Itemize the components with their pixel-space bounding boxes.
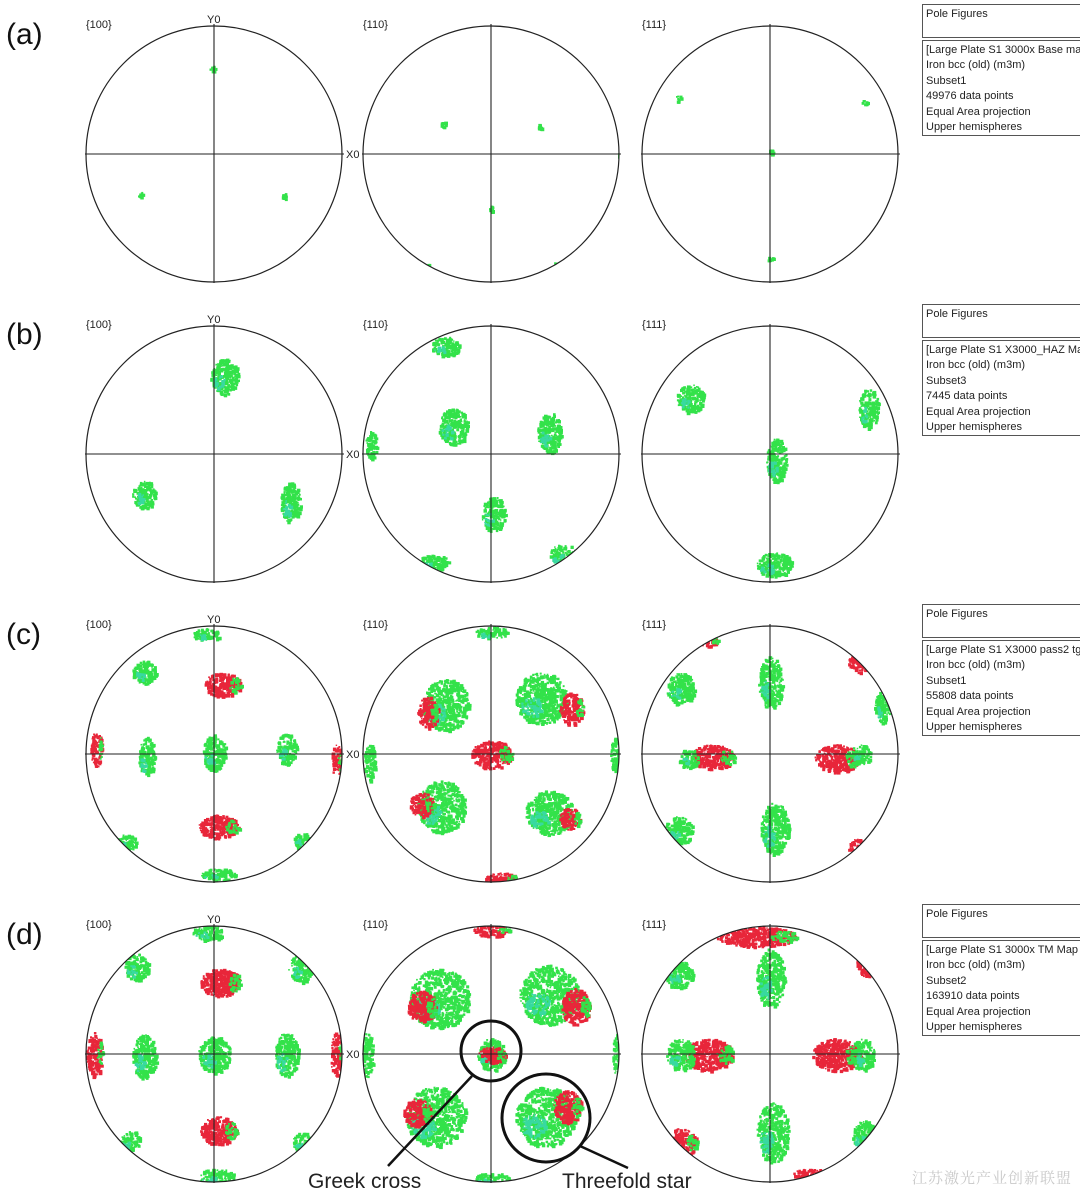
info-line: Upper hemispheres — [926, 720, 1077, 735]
green-pole-cluster — [870, 954, 879, 974]
info-line: 163910 data points — [926, 989, 1077, 1004]
pole-figure-label: {100} — [86, 619, 112, 631]
pole-figure-label: {111} — [642, 319, 666, 331]
info-line: 7445 data points — [926, 389, 1077, 404]
pole-figure — [362, 619, 623, 886]
texture-spots — [426, 122, 622, 269]
info-box-title: Pole Figures — [922, 304, 1080, 338]
pole-figure-label: {100} — [86, 19, 112, 31]
green-pole-cluster — [409, 969, 471, 1030]
green-pole-cluster — [756, 949, 787, 1009]
texture-spots — [132, 359, 303, 525]
y0-axis-label: Y0 — [207, 614, 220, 626]
panel-letter-label: (a) — [6, 18, 43, 51]
info-line: Iron bcc (old) (m3m) — [926, 658, 1077, 673]
greek-cross-label: Greek cross — [308, 1170, 421, 1193]
green-pole-cluster — [200, 1169, 236, 1187]
pole-figure-label: {100} — [86, 919, 112, 931]
info-line: Iron bcc (old) (m3m) — [926, 958, 1077, 973]
green-pole-cluster — [441, 122, 448, 130]
green-pole-cluster — [121, 1131, 143, 1152]
info-line: Equal Area projection — [926, 1005, 1077, 1020]
red-pole-cluster — [856, 950, 879, 978]
green-pole-cluster — [132, 481, 158, 511]
x0-axis-label: X0 — [346, 149, 359, 161]
panel-a — [6, 14, 900, 283]
green-pole-cluster — [432, 337, 462, 359]
green-pole-cluster — [125, 953, 152, 983]
pole-figure-label: {110} — [363, 919, 388, 931]
green-pole-cluster — [198, 1036, 231, 1075]
pole-figure — [85, 614, 359, 883]
info-line: Subset2 — [926, 974, 1077, 989]
info-line: Equal Area projection — [926, 405, 1077, 420]
info-line: [Large Plate S1 3000x Base ma — [926, 43, 1077, 58]
red-pole-cluster — [848, 839, 870, 861]
green-pole-cluster — [132, 1034, 159, 1080]
x0-axis-label: X0 — [346, 449, 359, 461]
green-pole-cluster — [282, 193, 288, 201]
green-pole-cluster — [761, 803, 792, 857]
pole-figure-label: {111} — [642, 19, 666, 31]
texture-spots — [676, 96, 870, 263]
texture-spots — [138, 66, 288, 201]
green-pole-cluster — [862, 100, 870, 106]
texture-spots — [86, 924, 346, 1186]
green-pole-cluster — [610, 738, 623, 773]
info-line: [Large Plate S1 X3000_HAZ Ma — [926, 343, 1077, 358]
y0-axis-label: Y0 — [207, 314, 220, 326]
y0-axis-label: Y0 — [207, 914, 220, 926]
green-pole-cluster — [758, 656, 785, 710]
pole-figure-label: {110} — [363, 19, 388, 31]
green-pole-cluster — [293, 1133, 315, 1154]
info-line: Equal Area projection — [926, 705, 1077, 720]
info-box-details — [922, 640, 1080, 736]
green-pole-cluster — [366, 431, 380, 461]
green-pole-cluster — [476, 627, 510, 641]
pole-figure-label: {110} — [363, 319, 388, 331]
x0-axis-label: X0 — [346, 749, 359, 761]
info-box-title: Pole Figures — [922, 904, 1080, 938]
texture-spots — [664, 635, 893, 861]
pole-figure — [85, 14, 359, 283]
info-line: 49976 data points — [926, 89, 1077, 104]
green-pole-cluster — [537, 413, 564, 455]
green-pole-cluster — [862, 844, 870, 854]
info-line: Upper hemispheres — [926, 120, 1077, 135]
green-pole-cluster — [116, 835, 139, 853]
info-line: Equal Area projection — [926, 105, 1077, 120]
panel-c — [6, 614, 900, 886]
info-line: Subset1 — [926, 74, 1077, 89]
green-pole-cluster — [515, 673, 569, 726]
pole-figure-label: {111} — [642, 919, 666, 931]
green-pole-cluster — [768, 257, 776, 263]
green-pole-cluster — [538, 124, 544, 131]
panel-b — [6, 314, 900, 583]
green-pole-cluster — [676, 96, 684, 104]
pole-figure — [362, 19, 623, 283]
info-line: Upper hemispheres — [926, 1020, 1077, 1035]
green-pole-cluster — [489, 206, 495, 214]
panel-d — [6, 914, 900, 1187]
panel-letter-label: (c) — [6, 618, 41, 651]
green-pole-cluster — [138, 737, 157, 777]
threefold-star-pointer-line — [580, 1146, 628, 1168]
green-pole-cluster — [664, 816, 695, 846]
pole-figure-label: {110} — [363, 619, 388, 631]
info-box-title: Pole Figures — [922, 604, 1080, 638]
green-pole-cluster — [757, 552, 794, 578]
texture-spots — [677, 385, 881, 579]
pole-figures-info-box — [922, 904, 1080, 1036]
pole-figure — [641, 619, 900, 883]
red-pole-cluster — [848, 653, 870, 675]
panel-letter-label: (d) — [6, 918, 43, 951]
pole-figure — [641, 919, 900, 1184]
pole-figure — [362, 319, 621, 583]
info-line: [Large Plate S1 3000x TM Map — [926, 943, 1077, 958]
green-pole-cluster — [138, 192, 145, 200]
info-line: 55808 data points — [926, 689, 1077, 704]
pole-figures-info-box — [922, 604, 1080, 736]
info-box-details — [922, 940, 1080, 1036]
pole-figure — [85, 314, 359, 583]
x0-axis-label: X0 — [346, 1049, 359, 1061]
info-line: Subset1 — [926, 674, 1077, 689]
info-box-details — [922, 340, 1080, 436]
watermark-text: 江苏激光产业创新联盟 — [912, 1167, 1072, 1188]
texture-spots — [664, 926, 879, 1183]
y0-axis-label: Y0 — [207, 14, 220, 26]
pole-figure-label: {111} — [642, 619, 666, 631]
pole-figure-label: {100} — [86, 319, 112, 331]
info-line: Upper hemispheres — [926, 420, 1077, 435]
pole-figures-info-box — [922, 4, 1080, 136]
pole-figures-info-box — [922, 304, 1080, 436]
green-pole-cluster — [439, 409, 470, 447]
info-line: Iron bcc (old) (m3m) — [926, 358, 1077, 373]
pole-figure — [641, 19, 900, 283]
info-line: Iron bcc (old) (m3m) — [926, 58, 1077, 73]
info-box-title: Pole Figures — [922, 4, 1080, 38]
pole-figure — [641, 319, 900, 583]
green-pole-cluster — [281, 482, 304, 524]
panel-letter-label: (b) — [6, 318, 43, 351]
threefold-star-label: Threefold star — [562, 1170, 692, 1193]
green-pole-cluster — [677, 385, 706, 416]
green-pole-cluster — [666, 1039, 696, 1072]
green-pole-cluster — [859, 389, 881, 431]
info-line: [Large Plate S1 X3000 pass2 tg — [926, 643, 1077, 658]
info-box-details — [922, 40, 1080, 136]
pole-figure — [85, 914, 359, 1186]
green-pole-cluster — [193, 628, 221, 642]
info-line: Subset3 — [926, 374, 1077, 389]
